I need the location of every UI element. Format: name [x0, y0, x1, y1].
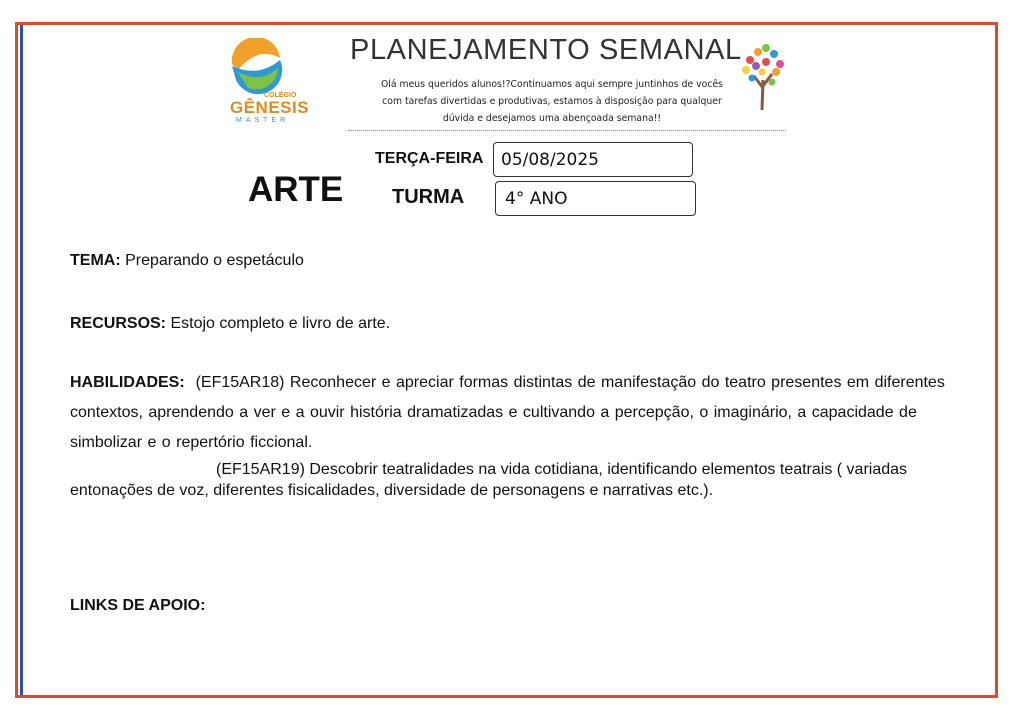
recursos-text: Estojo completo e livro de arte.: [170, 315, 391, 332]
links-label: LINKS DE APOIO:: [70, 597, 206, 614]
tema-label: TEMA:: [70, 252, 121, 269]
left-edge-stripe: [20, 25, 23, 695]
date-field: 05/08/2025: [493, 142, 693, 177]
header-divider: [348, 130, 786, 131]
day-label: TERÇA-FEIRA: [375, 150, 484, 167]
habilidades-label: HABILIDADES:: [70, 374, 185, 391]
links-section: [70, 591, 205, 621]
tema-section: [70, 246, 304, 276]
school-logo: [218, 38, 308, 128]
logo-emblem-icon: [218, 38, 308, 98]
habilidades-text-2: (EF15AR19) Descobrir teatralidades na vida cotidiana, identificando elementos teatrais ( variadas entonações de voz, diferentes fisicalidades, diversidade de personagens e narrativas etc.).: [70, 461, 908, 499]
logo-small-text: COLÉGIO: [264, 92, 297, 99]
subject-title: ARTE: [248, 170, 344, 209]
colorful-tree-icon: [736, 40, 788, 110]
class-field: 4° ANO: [495, 181, 696, 216]
logo-name: GÊNESIS: [230, 98, 310, 117]
recursos-section: [70, 309, 390, 339]
habilidades-section: [70, 368, 950, 458]
greeting-text: Olá meus queridos alunos!?Continuamos aqui sempre juntinhos de vocês com tarefas divertidas e produtivas, estamos à disposição para qualquer dúvida e desejamos uma abençoada semana!!: [380, 79, 724, 124]
habilidades-second-skill: [70, 459, 930, 501]
tema-text: Preparando o espetáculo: [125, 252, 304, 269]
page-title: PLANEJAMENTO SEMANAL: [350, 34, 742, 66]
class-label: TURMA: [392, 186, 465, 208]
logo-tagline: MASTER: [236, 117, 290, 124]
habilidades-text-1: (EF15AR18) Reconhecer e apreciar formas distintas de manifestação do teatro presentes em diferentes contextos, aprendendo a ver e a ouvir história dramatizadas e cultivando a percepção, o imaginário, a capacidade de simbolizar e o repertório ficcional.: [70, 374, 945, 451]
recursos-label: RECURSOS:: [70, 315, 167, 332]
